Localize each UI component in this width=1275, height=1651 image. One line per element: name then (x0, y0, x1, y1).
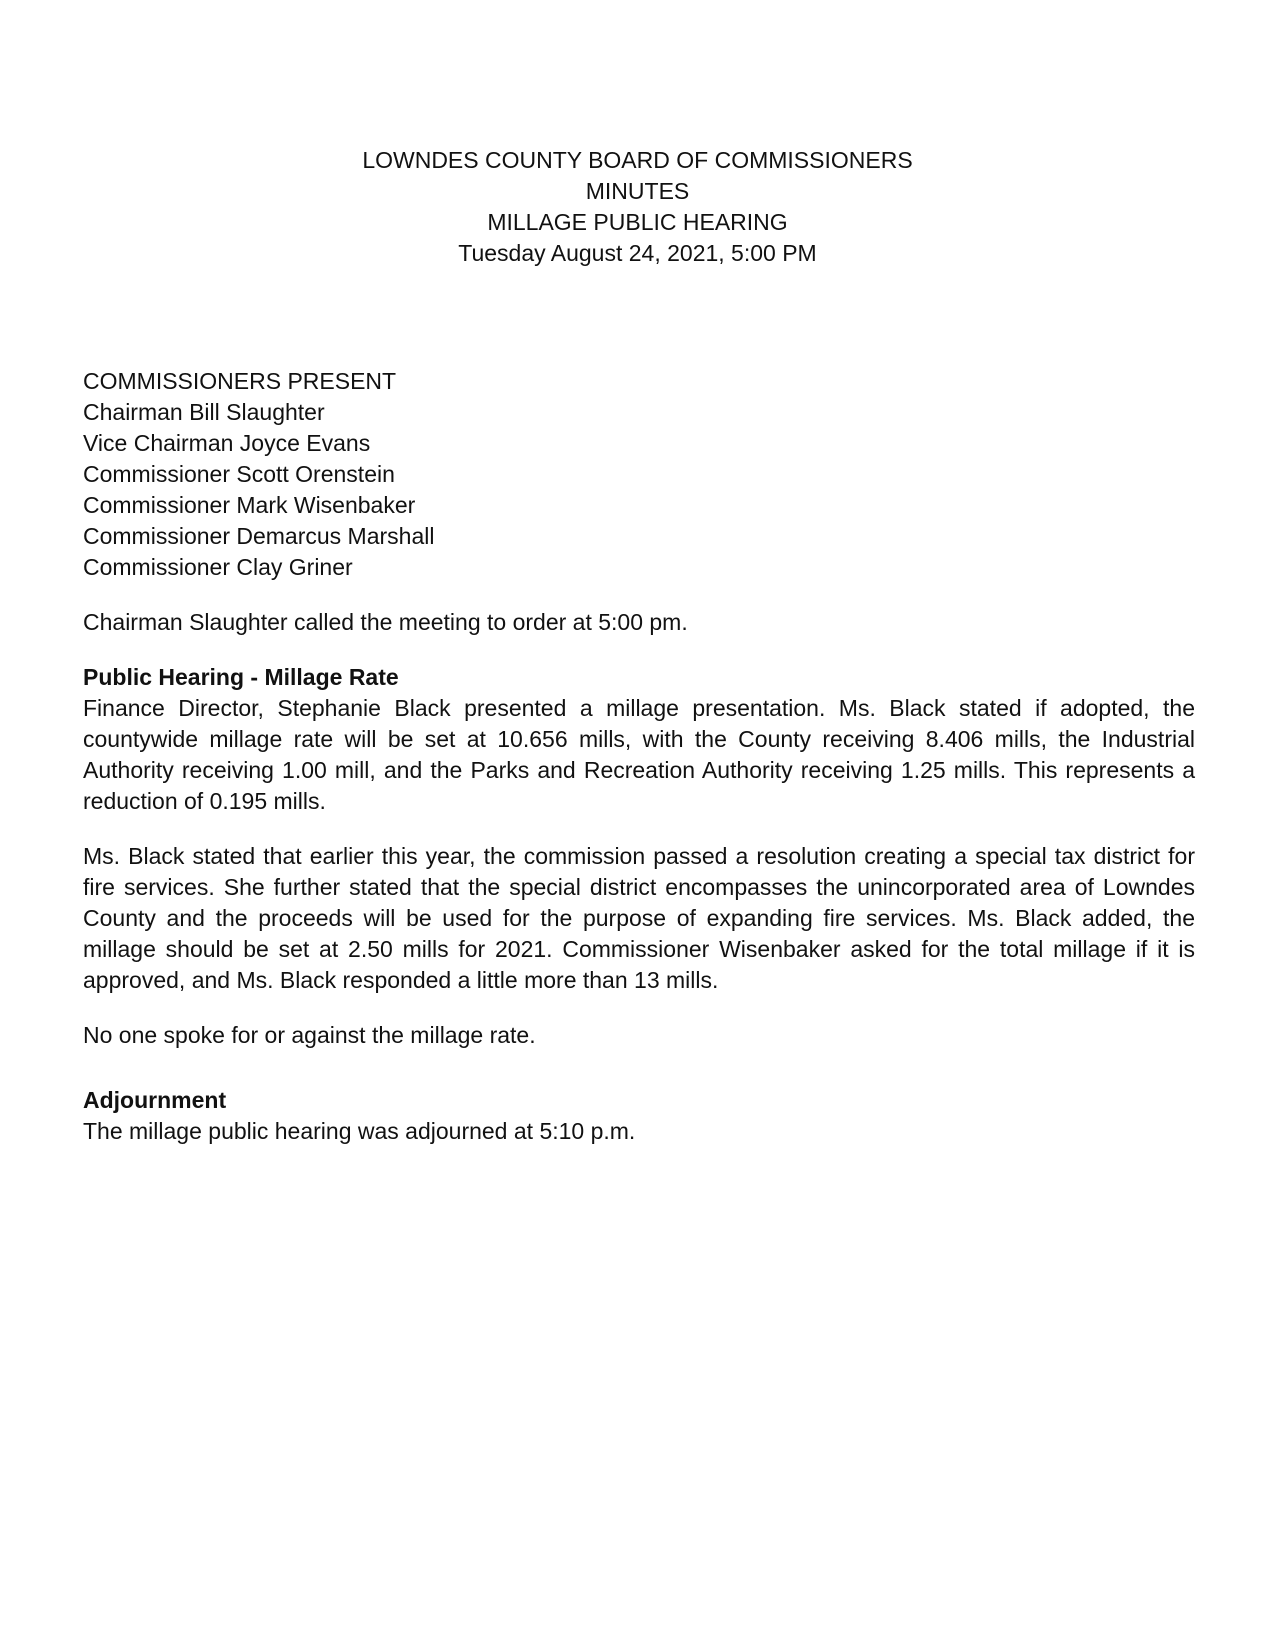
adjournment-heading: Adjournment (83, 1087, 227, 1113)
public-hearing-paragraph-3: No one spoke for or against the millage rate. (83, 1022, 536, 1048)
adjournment-text: The millage public hearing was adjourned at 5:10 p.m. (83, 1118, 636, 1144)
present-member: Chairman Bill Slaughter (83, 399, 325, 425)
present-member: Commissioner Demarcus Marshall (83, 523, 435, 549)
public-hearing-paragraph-2: Ms. Black stated that earlier this year, the commission passed a resolution creating a special tax district for fire services. She further stated that the special district encompasses the unincorporated area of Lowndes County and the proceeds will be used for the purpose of expanding fire services. Ms. Black added, the millage should be set at 2.50 mills for 2021. Commissioner Wisenbaker asked for the total millage if it is approved, and Ms. Black responded a little more than 13 mills. (83, 843, 1195, 993)
header-board-name: LOWNDES COUNTY BOARD OF COMMISSIONERS (362, 147, 913, 173)
document-header (0, 145, 1275, 269)
header-doc-type: MINUTES (585, 178, 690, 204)
public-hearing-heading: Public Hearing - Millage Rate (83, 664, 399, 690)
commissioners-present (83, 366, 1195, 583)
header-meeting-type: MILLAGE PUBLIC HEARING (487, 209, 788, 235)
present-member: Vice Chairman Joyce Evans (83, 430, 371, 456)
present-member: Commissioner Clay Griner (83, 554, 353, 580)
header-meeting-date: Tuesday August 24, 2021, 5:00 PM (458, 240, 817, 266)
document-body (83, 366, 1195, 1147)
public-hearing-paragraph-1: Finance Director, Stephanie Black presented a millage presentation. Ms. Black stated if adopted, the countywide millage rate will be set at 10.656 mills, with the County receiving 8.406 mills, the Industrial Authority receiving 1.00 mill, and the Parks and Recreation Authority receiving 1.25 mills. This represents a reduction of 0.195 mills. (83, 695, 1195, 814)
present-heading: COMMISSIONERS PRESENT (83, 368, 397, 394)
call-to-order: Chairman Slaughter called the meeting to order at 5:00 pm. (83, 609, 688, 635)
present-member: Commissioner Mark Wisenbaker (83, 492, 416, 518)
present-member: Commissioner Scott Orenstein (83, 461, 395, 487)
